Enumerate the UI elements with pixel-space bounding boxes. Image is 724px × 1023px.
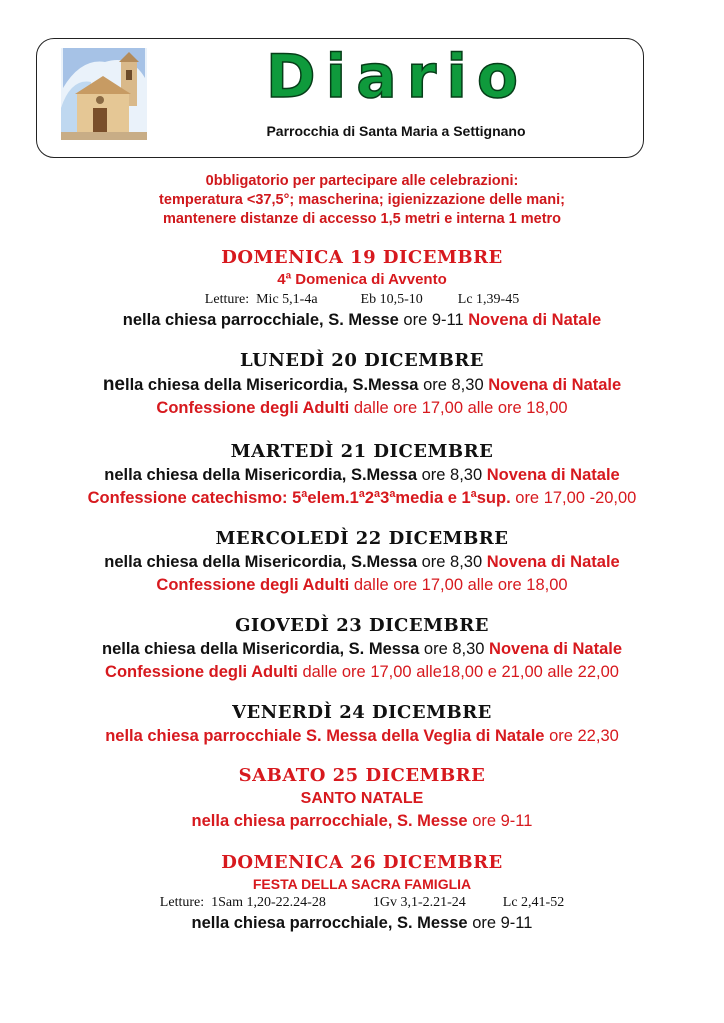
day-title: MARTEDÌ 21 DICEMBRE: [230, 441, 494, 462]
day-domenica-19: [0, 246, 724, 332]
reading: 1Sam 1,20-22.24-28: [211, 895, 326, 910]
day-lunedi-20: [0, 349, 724, 420]
parish-name: Parrocchia di Santa Maria a Settignano: [266, 123, 526, 139]
day-sabato-25: [0, 764, 724, 833]
day-martedi-21: [0, 440, 724, 510]
notice-line: temperatura <37,5°; mascherina; igienizzazione delle mani;: [159, 192, 565, 208]
readings: [0, 893, 724, 912]
confession-line: Confessione catechismo: 5ªelem.1ª2ª3ªmedia e 1ªsup. ore 17,00 -20,00: [87, 489, 637, 507]
day-title: SABATO 25 DICEMBRE: [238, 765, 486, 786]
day-subtitle: 4ª Domenica di Avvento: [277, 271, 447, 288]
reading: Mic 5,1-4a: [256, 292, 318, 307]
notice-line: mantenere distanze di accesso 1,5 metri e interna 1 metro: [162, 211, 562, 227]
diario-title: [187, 45, 607, 107]
day-title: MERCOLEDÌ 22 DICEMBRE: [215, 528, 509, 549]
covid-notice: [0, 172, 724, 229]
diario-title-text: Diario: [265, 45, 529, 107]
reading: 1Gv 3,1-2.21-24: [372, 895, 466, 910]
schedule-line: nella chiesa parrocchiale, S. Messe ore 9-11: [191, 812, 533, 830]
schedule-line: nella chiesa parrocchiale, S. Messe ore 9-11 Novena di Natale: [122, 311, 602, 329]
day-title: GIOVEDÌ 23 DICEMBRE: [235, 615, 489, 636]
confession-line: Confessione degli Adulti dalle ore 17,00 alle18,00 e 21,00 alle 22,00: [105, 663, 619, 681]
schedule-line: nella chiesa della Misericordia, S.Messa ore 8,30 Novena di Natale: [102, 374, 622, 395]
schedule-line: nella chiesa parrocchiale S. Messa della Veglia di Natale ore 22,30: [105, 727, 619, 745]
day-giovedi-23: [0, 614, 724, 684]
confession-line: Confessione degli Adulti dalle ore 17,00 alle ore 18,00: [156, 576, 568, 594]
schedule-line: nella chiesa della Misericordia, S. Messa ore 8,30 Novena di Natale: [101, 640, 623, 658]
day-mercoledi-22: [0, 527, 724, 597]
readings: [0, 290, 724, 309]
day-title: LUNEDÌ 20 DICEMBRE: [239, 350, 485, 371]
reading: Lc 1,39-45: [457, 292, 520, 307]
schedule-line: nella chiesa della Misericordia, S.Messa ore 8,30 Novena di Natale: [104, 466, 620, 484]
reading: Lc 2,41-52: [502, 895, 565, 910]
day-title: VENERDÌ 24 DICEMBRE: [232, 702, 492, 723]
day-title: DOMENICA 26 DICEMBRE: [221, 852, 503, 873]
day-subtitle: FESTA DELLA SACRA FAMIGLIA: [252, 876, 472, 892]
schedule-line: nella chiesa della Misericordia, S.Messa ore 8,30 Novena di Natale: [104, 553, 620, 571]
day-title: DOMENICA 19 DICEMBRE: [221, 247, 503, 268]
confession-line: Confessione degli Adulti dalle ore 17,00 alle ore 18,00: [156, 399, 568, 417]
notice-line: 0bbligatorio per partecipare alle celebrazioni:: [205, 173, 519, 189]
schedule-line: nella chiesa parrocchiale, S. Messe ore 9-11: [191, 914, 533, 932]
reading: Eb 10,5-10: [360, 292, 423, 307]
day-subtitle: SANTO NATALE: [300, 790, 424, 807]
readings-label: Letture:: [204, 292, 250, 307]
readings-label: Letture:: [159, 895, 205, 910]
day-venerdi-24: [0, 701, 724, 748]
day-domenica-26: [0, 851, 724, 935]
header-box: [36, 38, 644, 158]
